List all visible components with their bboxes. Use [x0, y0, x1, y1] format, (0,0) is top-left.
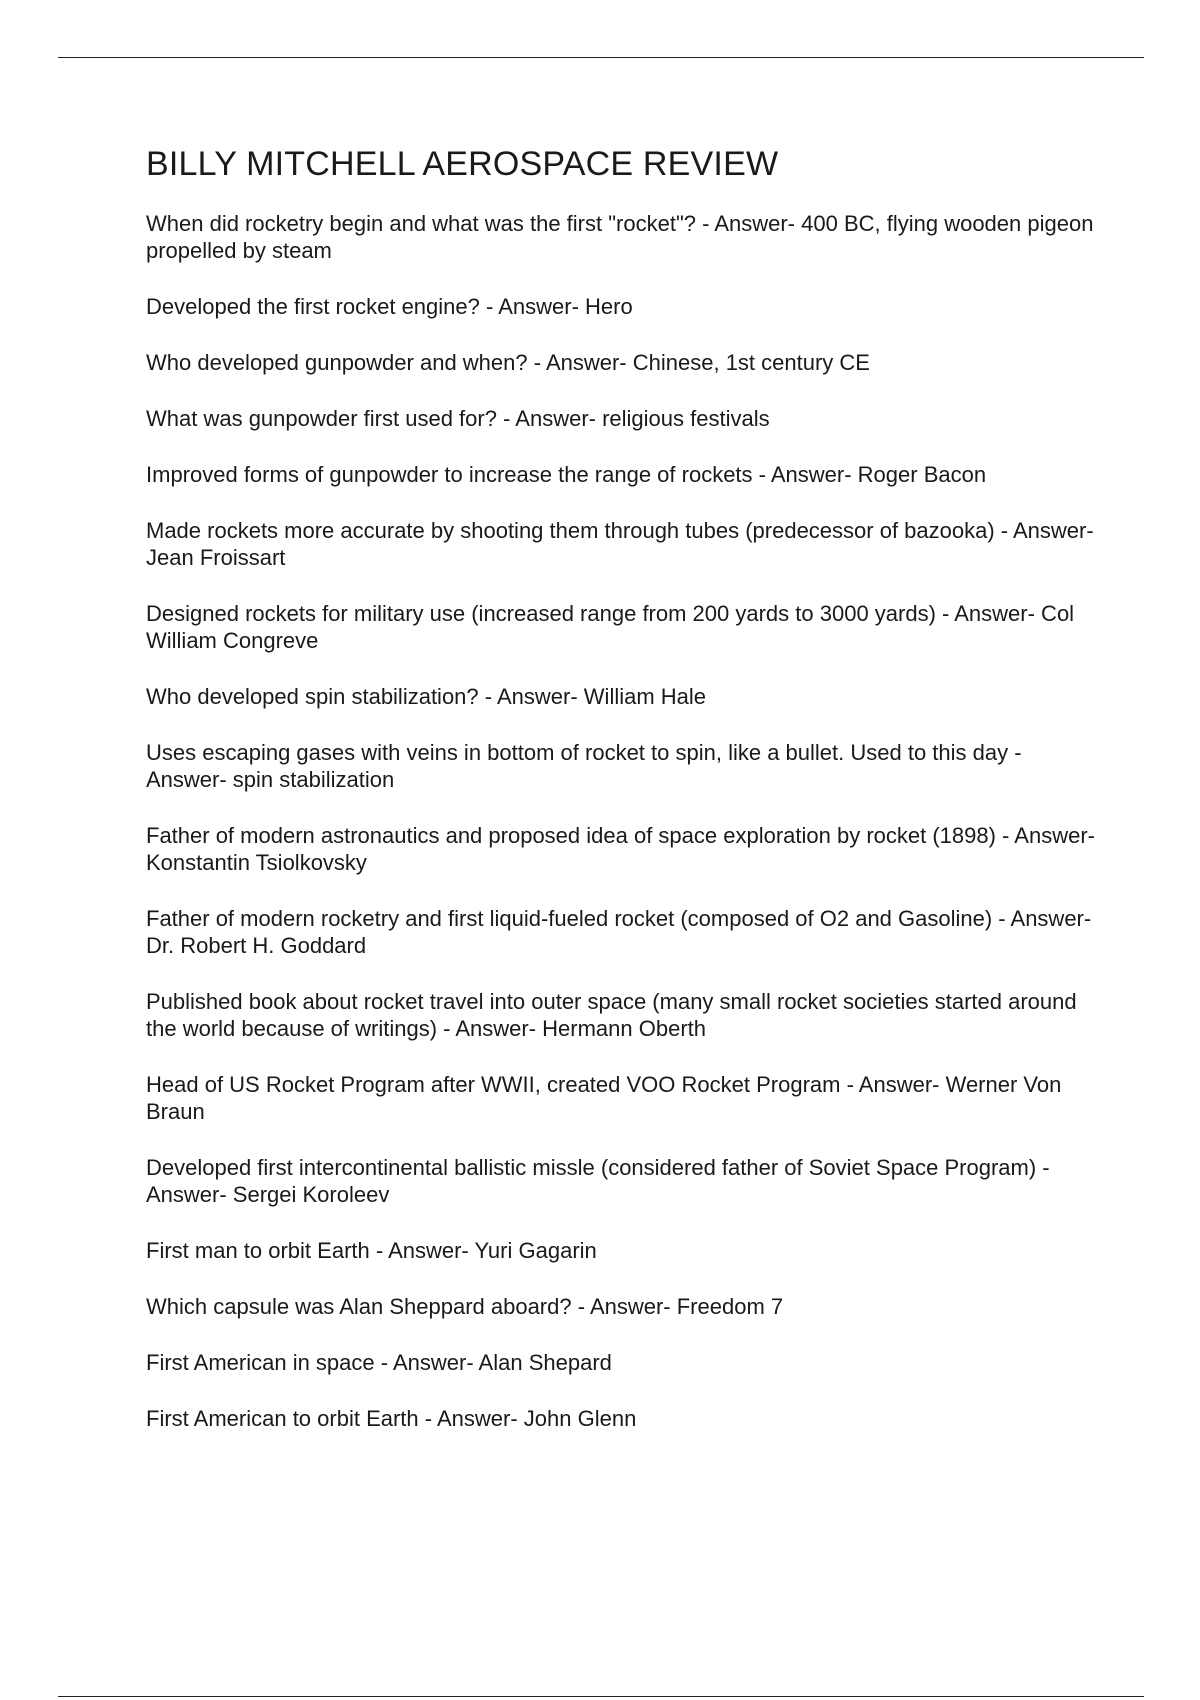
- page-title: BILLY MITCHELL AEROSPACE REVIEW: [146, 145, 779, 183]
- top-divider: [58, 57, 1144, 58]
- qa-item: Father of modern rocketry and first liquid-fueled rocket (composed of O2 and Gasoline) - Answer- Dr. Robert H. Goddard: [146, 906, 1092, 958]
- qa-item: First man to orbit Earth - Answer- Yuri Gagarin: [146, 1238, 597, 1263]
- qa-item: Who developed gunpowder and when? - Answer- Chinese, 1st century CE: [146, 350, 870, 375]
- qa-item: First American to orbit Earth - Answer- John Glenn: [146, 1406, 637, 1431]
- qa-item: First American in space - Answer- Alan Shepard: [146, 1350, 612, 1375]
- qa-item: What was gunpowder first used for? - Answer- religious festivals: [146, 406, 770, 431]
- qa-item: Head of US Rocket Program after WWII, created VOO Rocket Program - Answer- Werner Von Braun: [146, 1072, 1062, 1124]
- qa-list: [146, 210, 1096, 1432]
- qa-item: When did rocketry begin and what was the first "rocket"? - Answer- 400 BC, flying wooden pigeon propelled by steam: [146, 211, 1094, 263]
- qa-item: Improved forms of gunpowder to increase the range of rockets - Answer- Roger Bacon: [146, 462, 987, 487]
- qa-item: Uses escaping gases with veins in bottom of rocket to spin, like a bullet. Used to this day - Answer- spin stabilization: [146, 740, 1022, 792]
- qa-item: Published book about rocket travel into outer space (many small rocket societies started around the world because of writings) - Answer- Hermann Oberth: [146, 989, 1077, 1041]
- qa-item: Which capsule was Alan Sheppard aboard? - Answer- Freedom 7: [146, 1294, 784, 1319]
- document-body: [146, 144, 1096, 1461]
- qa-item: Developed first intercontinental ballistic missle (considered father of Soviet Space Program) - Answer- Sergei Koroleev: [146, 1155, 1050, 1207]
- qa-item: Who developed spin stabilization? - Answer- William Hale: [146, 684, 707, 709]
- bottom-divider: [58, 1696, 1144, 1697]
- qa-item: Developed the first rocket engine? - Answer- Hero: [146, 294, 633, 319]
- qa-item: Made rockets more accurate by shooting them through tubes (predecessor of bazooka) - Answer- Jean Froissart: [146, 518, 1094, 570]
- qa-item: Designed rockets for military use (increased range from 200 yards to 3000 yards) - Answer- Col William Congreve: [146, 601, 1075, 653]
- qa-item: Father of modern astronautics and proposed idea of space exploration by rocket (1898) - Answer- Konstantin Tsiolkovsky: [146, 823, 1095, 875]
